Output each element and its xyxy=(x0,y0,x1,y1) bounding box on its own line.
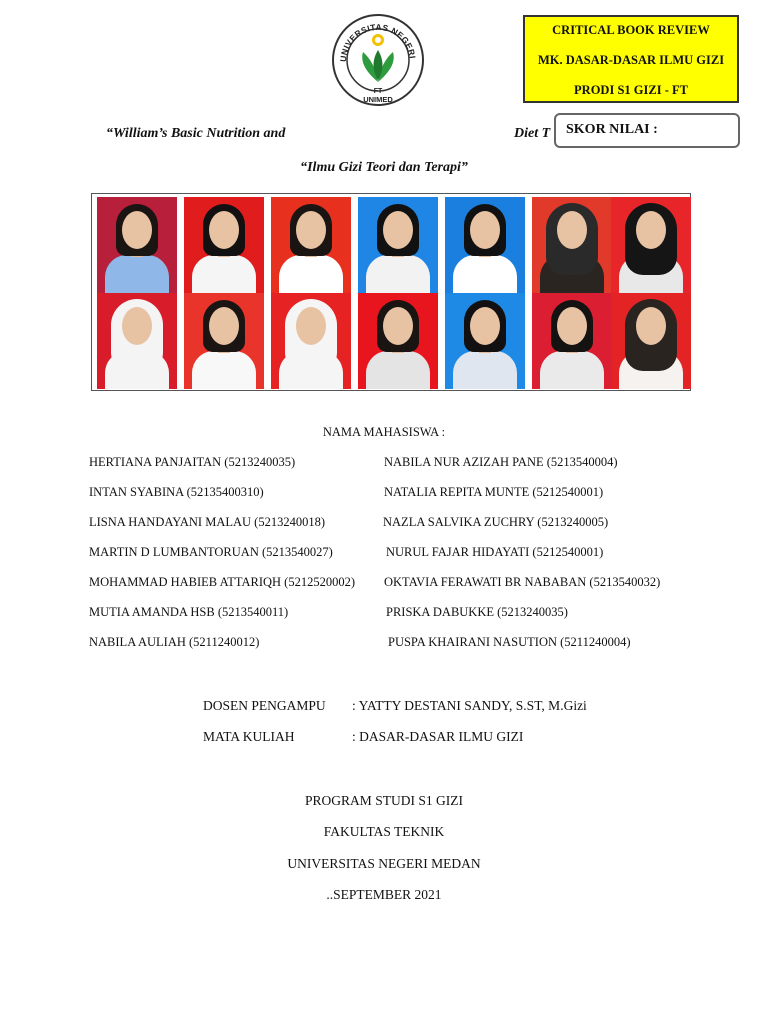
student-name: NABILA AULIAH (5211240012) xyxy=(89,635,260,649)
students-label: NAMA MAHASISWA : xyxy=(322,425,446,439)
student-photo xyxy=(97,197,177,293)
student-name: PRISKA DABUKKE (5213240035) xyxy=(386,605,568,619)
student-name: LISNA HANDAYANI MALAU (5213240018) xyxy=(89,515,325,529)
student-name: NURUL FAJAR HIDAYATI (5212540001) xyxy=(386,545,604,559)
student-photo xyxy=(532,293,612,389)
box-line-1: CRITICAL BOOK REVIEW xyxy=(552,23,710,37)
score-label: SKOR NILAI : xyxy=(566,122,658,137)
student-name: HERTIANA PANJAITAN (5213240035) xyxy=(89,455,296,469)
unimed-logo xyxy=(330,10,426,110)
box-line-2: MK. DASAR-DASAR ILMU GIZI xyxy=(537,53,725,67)
student-photo xyxy=(611,197,691,293)
student-photo xyxy=(611,293,691,389)
faculty-name: FAKULTAS TEKNIK xyxy=(323,824,445,839)
logo-unit-text: FT xyxy=(373,88,383,95)
student-photo xyxy=(358,197,438,293)
student-photo-grid xyxy=(91,193,691,391)
logo-ring-text: UNIVERSITAS NEGERI xyxy=(337,21,418,63)
student-photo xyxy=(445,293,525,389)
student-photo xyxy=(358,293,438,389)
score-box xyxy=(554,113,740,148)
student-name: PUSPA KHAIRANI NASUTION (5211240004) xyxy=(388,635,631,649)
student-name: INTAN SYABINA (52135400310) xyxy=(89,485,264,499)
student-photo xyxy=(532,197,612,293)
logo-short-text: UNIMED xyxy=(363,95,393,104)
course-header-box xyxy=(523,15,739,103)
student-photo xyxy=(184,293,264,389)
student-photo xyxy=(271,293,351,389)
student-name: MOHAMMAD HABIEB ATTARIQH (5212520002) xyxy=(89,575,356,589)
document-date: ..SEPTEMBER 2021 xyxy=(326,887,442,902)
course-label: MATA KULIAH xyxy=(203,729,295,744)
student-name: MUTIA AMANDA HSB (5213540011) xyxy=(89,605,289,619)
student-photo xyxy=(445,197,525,293)
book-title-left: “William’s Basic Nutrition and xyxy=(106,126,286,141)
course-value: : DASAR-DASAR ILMU GIZI xyxy=(352,729,524,744)
student-name: NATALIA REPITA MUNTE (5212540001) xyxy=(384,485,604,499)
student-name: OKTAVIA FERAWATI BR NABABAN (5213540032) xyxy=(384,575,661,589)
lecturer-value: : YATTY DESTANI SANDY, S.ST, M.Gizi xyxy=(352,698,587,713)
program-name: PROGRAM STUDI S1 GIZI xyxy=(305,793,463,808)
box-line-3: PRODI S1 GIZI - FT xyxy=(574,83,688,97)
student-photo xyxy=(184,197,264,293)
student-name: NABILA NUR AZIZAH PANE (5213540004) xyxy=(384,455,618,469)
student-photo xyxy=(97,293,177,389)
book-title-right: Diet T xyxy=(514,126,551,141)
student-name: MARTIN D LUMBANTORUAN (5213540027) xyxy=(89,545,333,559)
student-name: NAZLA SALVIKA ZUCHRY (5213240005) xyxy=(383,515,609,529)
lecturer-label: DOSEN PENGAMPU xyxy=(203,698,326,713)
university-name: UNIVERSITAS NEGERI MEDAN xyxy=(287,856,481,871)
book-subtitle: “Ilmu Gizi Teori dan Terapi” xyxy=(300,160,468,175)
student-photo xyxy=(271,197,351,293)
